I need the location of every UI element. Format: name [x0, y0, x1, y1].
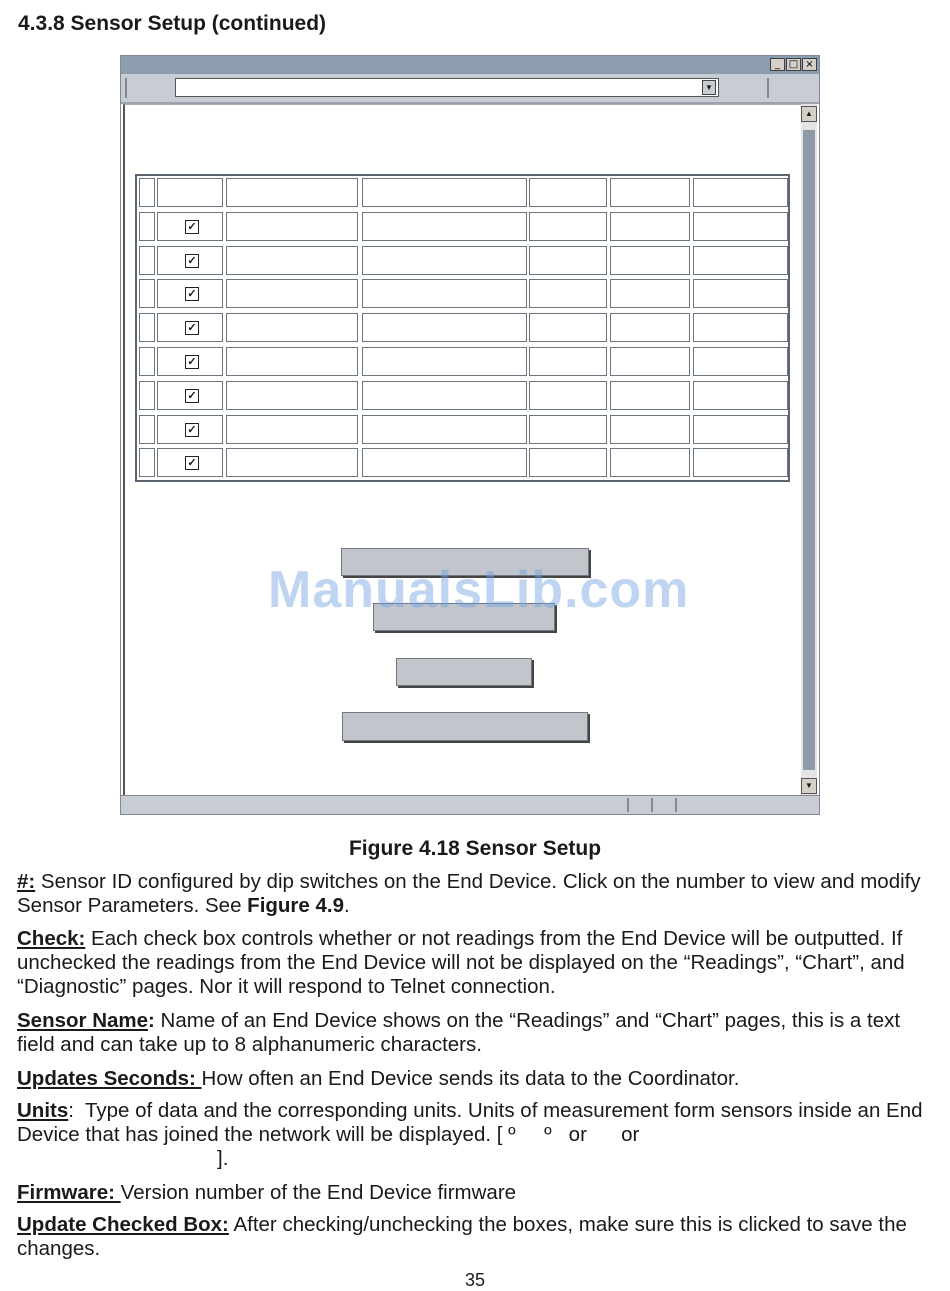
desc-updates-text: How often an End Device sends its data to the Coordinator. — [201, 1067, 740, 1090]
status-separator — [651, 798, 653, 812]
table-cell — [529, 347, 607, 376]
table-cell — [157, 212, 223, 241]
table-row — [137, 311, 788, 342]
table-cell[interactable] — [362, 415, 527, 444]
table-cell — [610, 448, 690, 477]
term-sensor-name: Sensor Name — [17, 1009, 149, 1032]
sensor-checkbox[interactable]: ✓ — [185, 355, 199, 369]
sensor-checkbox[interactable]: ✓ — [185, 423, 199, 437]
table-cell[interactable] — [226, 313, 358, 342]
figure-caption: Figure 4.18 Sensor Setup — [348, 837, 602, 860]
table-cell — [610, 347, 690, 376]
table-cell[interactable] — [362, 212, 527, 241]
desc-units — [17, 1099, 942, 1171]
header-cell — [157, 178, 223, 207]
term-updates: Updates Seconds: — [17, 1067, 202, 1090]
sensor-checkbox[interactable]: ✓ — [185, 456, 199, 470]
table-cell — [610, 279, 690, 308]
table-cell — [610, 212, 690, 241]
table-cell — [693, 279, 788, 308]
table-cell — [139, 347, 155, 376]
table-cell — [139, 246, 155, 275]
table-row — [137, 345, 788, 376]
status-bar — [121, 795, 819, 814]
scroll-thumb[interactable] — [803, 130, 815, 770]
table-cell — [529, 279, 607, 308]
desc-check — [17, 927, 942, 999]
table-cell — [157, 448, 223, 477]
table-cell — [157, 415, 223, 444]
table-row — [137, 379, 788, 410]
sensor-checkbox[interactable]: ✓ — [185, 254, 199, 268]
desc-units-tail: ]. — [217, 1147, 229, 1170]
figure-ref: Figure 4.9 — [247, 894, 345, 917]
sensor-checkbox[interactable]: ✓ — [185, 287, 199, 301]
table-cell — [529, 212, 607, 241]
term-check: Check: — [17, 927, 86, 950]
section-title: 4.3.8 Sensor Setup (continued) — [18, 12, 327, 35]
sensor-checkbox[interactable]: ✓ — [185, 389, 199, 403]
status-separator — [675, 798, 677, 812]
toolbar-separator — [767, 78, 769, 98]
close-icon[interactable]: × — [802, 58, 817, 71]
table-cell[interactable] — [226, 448, 358, 477]
status-separator — [627, 798, 629, 812]
table-row — [137, 277, 788, 308]
table-cell[interactable] — [362, 448, 527, 477]
table-cell — [139, 279, 155, 308]
update-checked-box-button[interactable] — [342, 712, 588, 741]
table-cell — [693, 246, 788, 275]
table-row — [137, 210, 788, 241]
table-cell[interactable] — [226, 347, 358, 376]
table-cell[interactable] — [362, 246, 527, 275]
table-cell — [529, 313, 607, 342]
table-cell — [610, 313, 690, 342]
table-row — [137, 244, 788, 275]
table-cell — [610, 381, 690, 410]
scroll-up-icon[interactable]: ▲ — [801, 106, 817, 122]
page-number: 35 — [464, 1270, 486, 1290]
table-cell — [157, 381, 223, 410]
table-cell — [157, 313, 223, 342]
table-cell — [610, 246, 690, 275]
table-cell — [529, 381, 607, 410]
header-cell — [610, 178, 690, 207]
table-cell — [529, 448, 607, 477]
table-cell — [693, 347, 788, 376]
term-id: #: — [17, 870, 36, 893]
term-units: Units — [17, 1099, 69, 1122]
desc-id-tail: . — [344, 894, 350, 917]
table-cell[interactable] — [226, 381, 358, 410]
scroll-down-icon[interactable]: ▼ — [801, 778, 817, 794]
table-cell[interactable] — [226, 279, 358, 308]
header-cell — [139, 178, 155, 207]
desc-check-text: Each check box controls whether or not readings from the End Device will be outputted. If unchecked the readings from the End Device will not be displayed on the “Readings”, “Chart”, and “Diagnostic” pages. Nor it will respond to Telnet connection. — [17, 927, 905, 998]
desc-units-text: : Type of data and the corresponding units. Units of measurement form sensors inside an End Device that has joined the network will be displayed. [ º º or or — [17, 1099, 929, 1146]
table-cell — [693, 212, 788, 241]
table-cell — [529, 415, 607, 444]
desc-update-checked-text: After checking/unchecking the boxes, make sure this is clicked to save the changes. — [17, 1213, 907, 1260]
term-sensor-name-colon: : — [148, 1009, 155, 1032]
sensor-checkbox[interactable]: ✓ — [185, 220, 199, 234]
chevron-down-icon[interactable]: ▼ — [702, 80, 716, 95]
table-cell[interactable] — [362, 347, 527, 376]
table-cell — [529, 246, 607, 275]
desc-firmware-text: Version number of the End Device firmware — [120, 1181, 517, 1204]
minimize-icon[interactable]: _ — [770, 58, 785, 71]
header-cell — [693, 178, 788, 207]
address-field[interactable] — [175, 78, 719, 97]
table-row — [137, 413, 788, 444]
table-cell — [157, 279, 223, 308]
sensor-table — [135, 174, 790, 482]
maximize-icon[interactable]: □ — [786, 58, 801, 71]
term-update-checked: Update Checked Box: — [17, 1213, 229, 1236]
header-cell — [529, 178, 607, 207]
table-cell — [139, 212, 155, 241]
table-cell — [693, 313, 788, 342]
term-firmware: Firmware: — [17, 1181, 121, 1204]
table-cell[interactable] — [226, 415, 358, 444]
table-cell — [610, 415, 690, 444]
header-cell — [226, 178, 358, 207]
desc-update-checked — [17, 1213, 942, 1261]
desc-updates — [17, 1067, 942, 1091]
table-cell — [139, 415, 155, 444]
address-toolbar — [121, 74, 819, 104]
desc-id-text: Sensor ID configured by dip switches on the End Device. Click on the number to view and modify Sensor Parameters. See — [17, 870, 921, 917]
table-cell[interactable] — [362, 279, 527, 308]
table-cell — [139, 448, 155, 477]
header-cell — [362, 178, 527, 207]
table-header-row — [137, 176, 788, 207]
title-bar — [121, 56, 819, 74]
toolbar-grip — [125, 78, 127, 98]
table-cell — [139, 381, 155, 410]
desc-firmware — [17, 1181, 942, 1205]
table-cell — [693, 415, 788, 444]
desc-id — [17, 870, 942, 918]
table-cell — [693, 448, 788, 477]
table-cell[interactable] — [362, 381, 527, 410]
table-row — [137, 446, 788, 477]
table-cell — [693, 381, 788, 410]
table-cell[interactable] — [226, 246, 358, 275]
watermark: ManualsLib.com — [268, 561, 690, 619]
table-cell[interactable] — [226, 212, 358, 241]
desc-sensor-name-text: Name of an End Device shows on the “Readings” and “Chart” pages, this is a text field and can take up to 8 alphanumeric characters. — [17, 1009, 901, 1056]
table-cell — [157, 347, 223, 376]
action-button-3[interactable] — [396, 658, 532, 686]
desc-sensor-name — [17, 1009, 942, 1057]
vertical-scrollbar[interactable] — [801, 104, 817, 796]
table-cell[interactable] — [362, 313, 527, 342]
sensor-checkbox[interactable]: ✓ — [185, 321, 199, 335]
table-cell — [157, 246, 223, 275]
table-cell — [139, 313, 155, 342]
